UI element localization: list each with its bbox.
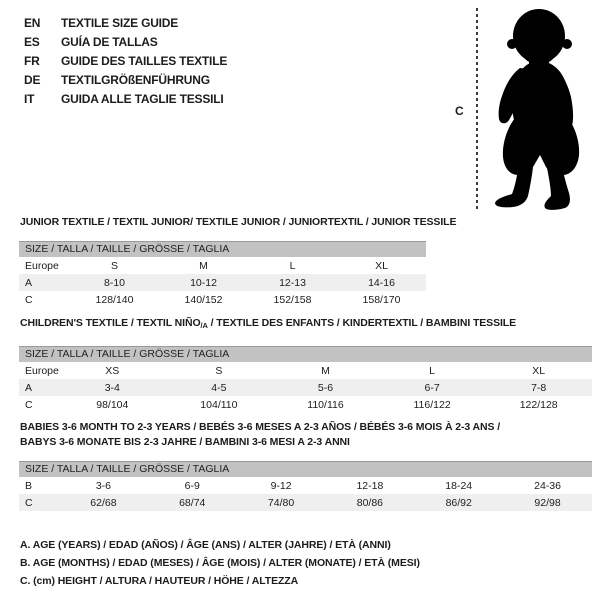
size-cell: 12-13 xyxy=(279,276,306,289)
size-cell: 62/68 xyxy=(90,496,117,509)
children-title-prefix: CHILDREN'S TEXTILE / TEXTIL NIÑO xyxy=(20,317,201,329)
language-code: FR xyxy=(24,53,40,68)
language-row-it xyxy=(24,89,227,108)
size-cell: L xyxy=(429,364,435,377)
children-size-table xyxy=(19,346,592,413)
table-row-age xyxy=(19,379,592,396)
size-cell: 104/110 xyxy=(200,398,238,411)
size-cell: 158/170 xyxy=(362,293,401,306)
language-title: GUIDE DES TAILLES TEXTILE xyxy=(61,53,228,68)
footnote-c: C. (cm) HEIGHT / ALTURA / HAUTEUR / HÖHE / ALTEZZA xyxy=(20,575,299,587)
babies-size-table xyxy=(19,461,592,511)
size-cell: 152/158 xyxy=(273,293,312,306)
height-measure-label: C xyxy=(455,104,464,118)
language-title: GUIDA ALLE TAGLIE TESSILI xyxy=(61,91,224,106)
row-label: C xyxy=(25,398,33,411)
size-cell: 110/116 xyxy=(307,398,344,411)
language-title: TEXTILGRÖßENFÜHRUNG xyxy=(61,72,210,87)
size-cell: XL xyxy=(375,259,388,272)
row-label: C xyxy=(25,293,33,306)
babies-title-line1: BABIES 3-6 MONTH TO 2-3 YEARS / BEBÉS 3-6 MESES A 2-3 AÑOS / BÉBÉS 3-6 MOIS À 2-3 ANS / xyxy=(20,421,501,433)
size-cell: M xyxy=(199,259,208,272)
babies-table-title xyxy=(20,420,500,450)
table-row-age-months xyxy=(19,477,592,494)
row-label: A xyxy=(25,381,33,394)
size-cell: 6-7 xyxy=(424,381,440,394)
language-row-fr xyxy=(24,51,227,70)
table-row-europe xyxy=(19,362,592,379)
children-title-subscript: /A xyxy=(200,321,208,330)
table-row-height xyxy=(19,494,592,511)
size-cell: 12-18 xyxy=(356,479,384,492)
language-list xyxy=(24,13,227,108)
row-label: B xyxy=(25,479,33,492)
silhouette-ear-right xyxy=(562,39,572,49)
language-code: EN xyxy=(24,15,41,30)
size-cell: 8-10 xyxy=(103,276,125,289)
junior-table-title: JUNIOR TEXTILE / TEXTIL JUNIOR/ TEXTILE JUNIOR / JUNIORTEXTIL / JUNIOR TESSILE xyxy=(20,216,457,228)
size-cell: S xyxy=(110,259,118,272)
language-title: GUÍA DE TALLAS xyxy=(61,34,158,49)
children-table-title xyxy=(20,317,516,330)
row-label: C xyxy=(25,496,33,509)
size-cell: 74/80 xyxy=(267,496,295,509)
table-row-age xyxy=(19,274,426,291)
language-code: DE xyxy=(24,72,41,87)
size-cell: XS xyxy=(105,364,120,377)
size-cell: 92/98 xyxy=(534,496,561,509)
size-cell: L xyxy=(289,259,296,272)
table-row-height xyxy=(19,396,592,413)
footnotes xyxy=(20,536,420,590)
row-label: Europe xyxy=(25,259,59,272)
row-label: A xyxy=(25,276,33,289)
size-cell: 6-9 xyxy=(184,479,200,492)
language-row-en xyxy=(24,13,227,32)
size-header-bar: SIZE / TALLA / TAILLE / GRÖSSE / TAGLIA xyxy=(19,241,426,257)
size-cell: 86/92 xyxy=(445,496,472,509)
footnote-a: A. AGE (YEARS) / EDAD (AÑOS) / ÂGE (ANS) / ALTER (JAHRE) / ETÀ (ANNI) xyxy=(20,539,391,551)
size-cell: 14-16 xyxy=(368,276,395,289)
junior-size-table xyxy=(19,241,426,308)
children-title-suffix: / TEXTILE DES ENFANTS / KINDERTEXTIL / BAMBINI TESSILE xyxy=(207,317,517,329)
size-cell: 18-24 xyxy=(445,479,473,492)
size-cell: 3-4 xyxy=(104,381,120,394)
size-cell: 10-12 xyxy=(190,276,217,289)
size-cell: 5-6 xyxy=(317,381,334,394)
table-row-height xyxy=(19,291,426,308)
language-title: TEXTILE SIZE GUIDE xyxy=(61,15,179,30)
size-cell: 24-36 xyxy=(534,479,561,492)
size-cell: S xyxy=(215,364,223,377)
language-code: IT xyxy=(24,91,35,106)
language-row-de xyxy=(24,70,227,89)
size-header-bar: SIZE / TALLA / TAILLE / GRÖSSE / TAGLIA xyxy=(19,461,592,477)
size-cell: 98/104 xyxy=(96,398,129,411)
silhouette-shorts xyxy=(503,118,579,175)
language-row-es xyxy=(24,32,227,51)
size-header-bar: SIZE / TALLA / TAILLE / GRÖSSE / TAGLIA xyxy=(19,346,592,362)
size-cell: 3-6 xyxy=(95,479,111,492)
height-measure-dashed-line xyxy=(476,8,478,210)
size-cell: 80/86 xyxy=(356,496,384,509)
size-cell: 4-5 xyxy=(211,381,227,394)
size-cell: 7-8 xyxy=(531,381,547,394)
silhouette-ear-left xyxy=(507,39,517,49)
row-label: Europe xyxy=(25,364,59,377)
size-cell: 9-12 xyxy=(270,479,292,492)
size-cell: 128/140 xyxy=(95,293,134,306)
footnote-b: B. AGE (MONTHS) / EDAD (MESES) / ÂGE (MOIS) / ALTER (MONATE) / ETÀ (MESI) xyxy=(20,557,420,569)
size-cell: 116/122 xyxy=(413,398,451,411)
table-row-europe xyxy=(19,257,426,274)
size-cell: M xyxy=(321,364,330,377)
size-cell: 122/128 xyxy=(519,398,558,411)
size-cell: XL xyxy=(532,364,546,377)
size-cell: 68/74 xyxy=(179,496,206,509)
language-code: ES xyxy=(24,34,40,49)
size-cell: 140/152 xyxy=(184,293,223,306)
toddler-silhouette-image xyxy=(486,6,598,212)
babies-title-line2: BABYS 3-6 MONATE BIS 2-3 JAHRE / BAMBINI 3-6 MESI A 2-3 ANNI xyxy=(20,436,350,448)
